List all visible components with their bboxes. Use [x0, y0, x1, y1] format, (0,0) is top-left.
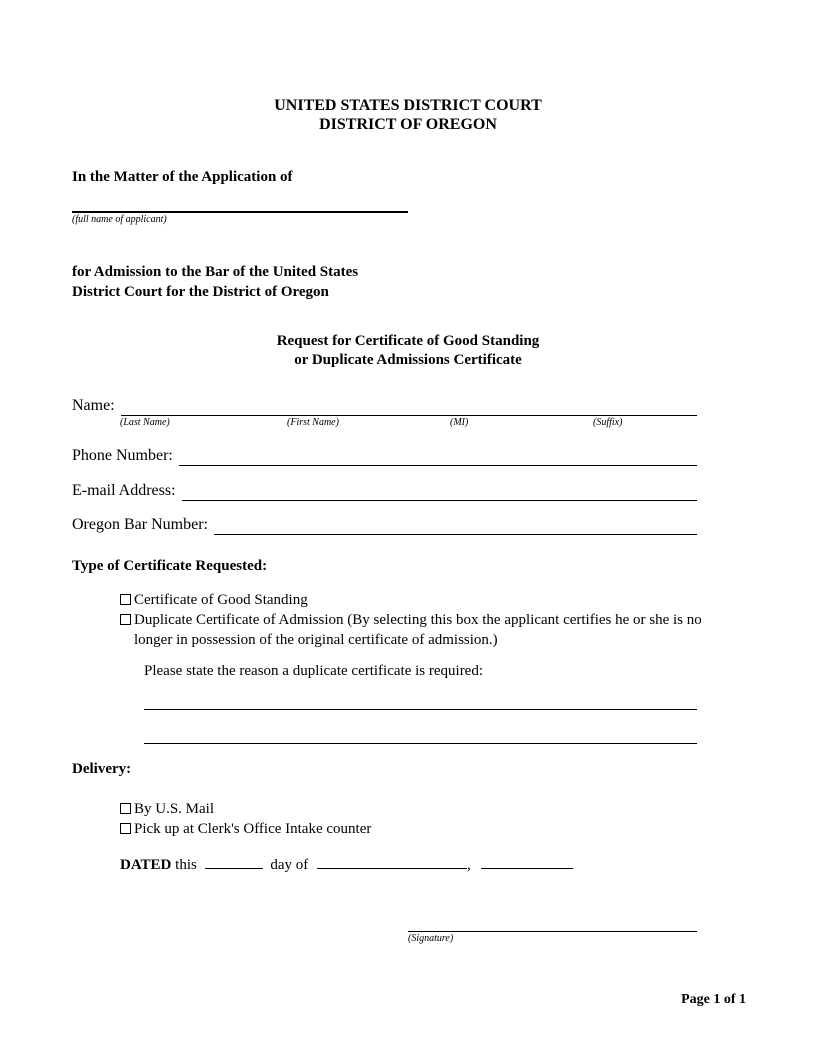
bar-number-input-line[interactable]: [214, 517, 697, 535]
request-title-line2: or Duplicate Admissions Certificate: [294, 352, 522, 368]
admission-line1: for Admission to the Bar of the United States: [72, 264, 359, 280]
first-name-caption: (First Name): [287, 417, 339, 428]
applicant-caption: (full name of applicant): [72, 214, 167, 225]
delivery-heading: Delivery:: [72, 761, 132, 777]
matter-line: In the Matter of the Application of: [72, 169, 293, 185]
dated-day-input-line[interactable]: [205, 855, 263, 869]
applicant-name-line[interactable]: [72, 211, 408, 213]
dated-year-input-line[interactable]: [481, 855, 573, 869]
duplicate-certificate-option[interactable]: [120, 610, 744, 650]
signature-input-line[interactable]: [408, 931, 697, 932]
last-name-caption: (Last Name): [120, 417, 170, 428]
request-title: [72, 332, 744, 370]
reason-input-line-2[interactable]: [144, 743, 697, 744]
name-field-row: [72, 396, 697, 416]
signature-block: [408, 931, 697, 945]
phone-label: Phone Number:: [72, 447, 173, 464]
pickup-checkbox[interactable]: [120, 823, 131, 834]
bar-number-field-row: [72, 515, 697, 535]
us-mail-checkbox[interactable]: [120, 803, 131, 814]
bar-number-label: Oregon Bar Number:: [72, 516, 208, 533]
suffix-caption: (Suffix): [593, 417, 623, 428]
dated-line: [120, 855, 744, 875]
phone-field-row: [72, 446, 697, 466]
email-input-line[interactable]: [182, 483, 697, 501]
us-mail-option[interactable]: [120, 799, 744, 819]
email-label: E-mail Address:: [72, 482, 176, 499]
name-sublabels: [72, 416, 744, 430]
dated-this-word: this: [175, 857, 197, 873]
court-name: UNITED STATES DISTRICT COURT: [274, 97, 542, 114]
duplicate-certificate-checkbox[interactable]: [120, 614, 131, 625]
name-label: Name:: [72, 397, 115, 414]
phone-input-line[interactable]: [179, 448, 697, 466]
name-input-line[interactable]: [121, 398, 697, 416]
good-standing-option[interactable]: [120, 590, 744, 610]
signature-caption: (Signature): [408, 933, 454, 944]
request-title-line1: Request for Certificate of Good Standing: [276, 333, 540, 349]
page-number: Page 1 of 1: [681, 992, 746, 1007]
pickup-option[interactable]: [120, 819, 744, 839]
dated-comma: ,: [467, 857, 471, 873]
pickup-label: Pick up at Clerk's Office Intake counter: [134, 821, 372, 837]
us-mail-label: By U.S. Mail: [134, 801, 215, 817]
reason-prompt: Please state the reason a duplicate certificate is required:: [144, 663, 484, 679]
admission-block: [72, 262, 744, 302]
dated-word: DATED: [120, 857, 172, 873]
good-standing-label: Certificate of Good Standing: [134, 592, 308, 608]
reason-input-line-1[interactable]: [144, 709, 697, 710]
duplicate-certificate-label: Duplicate Certificate of Admission (By selecting this box the applicant certifies he or she is no longer in possession of the original certificate of admission.): [134, 612, 702, 648]
dated-month-input-line[interactable]: [317, 855, 467, 869]
good-standing-checkbox[interactable]: [120, 594, 131, 605]
district-name: DISTRICT OF OREGON: [319, 116, 497, 133]
mi-caption: (MI): [450, 417, 469, 428]
court-header: [72, 96, 744, 134]
admission-line2: District Court for the District of Oregon: [72, 284, 329, 300]
certificate-type-heading: Type of Certificate Requested:: [72, 558, 268, 574]
email-field-row: [72, 481, 697, 501]
dated-day-of: day of: [270, 857, 309, 873]
